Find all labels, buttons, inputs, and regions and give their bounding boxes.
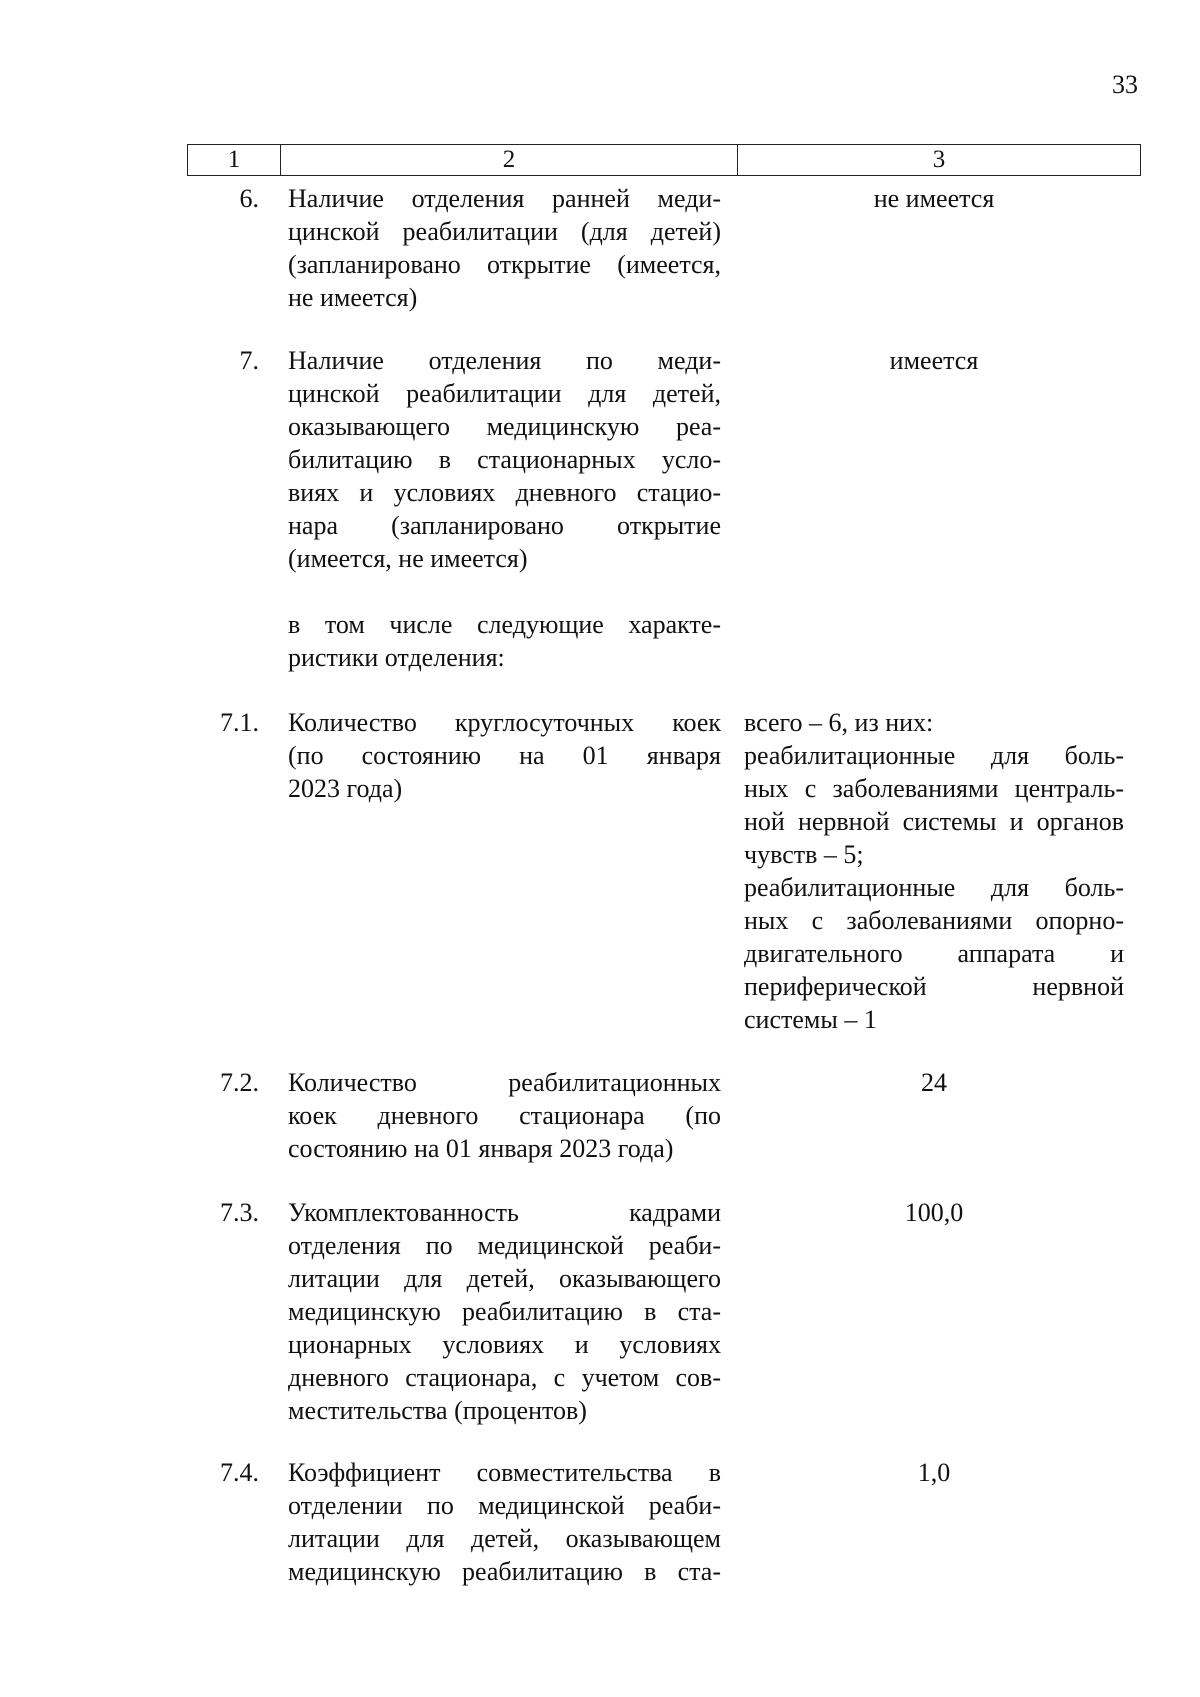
description-line: 2023 года) (288, 774, 403, 803)
description-line: медицинскую реабилитацию в ста- (288, 1297, 721, 1326)
description-line: Количество круглосуточных коек (288, 708, 721, 737)
row-value: имеется (889, 346, 979, 375)
description-line: ционарных условиях и условиях (288, 1330, 721, 1359)
description-line: (по состоянию на 01 января (288, 741, 721, 770)
description-line: дневного стационара, с учетом сов- (288, 1363, 721, 1392)
description-line: Укомплектованность кадрами (288, 1198, 721, 1227)
row-description (288, 1066, 721, 1165)
value-line: ной нервной системы и органов (744, 807, 1124, 836)
description-line: цинской реабилитации для детей, (288, 379, 721, 408)
column-header-2: 2 (281, 145, 738, 176)
description-line: медицинскую реабилитацию в ста- (288, 1557, 721, 1586)
description-line: коек дневного стационара (по (288, 1101, 721, 1130)
value-line: реабилитационные для боль- (744, 741, 1124, 770)
row-value (744, 706, 1124, 1036)
description-line: Количество реабилитационных (288, 1068, 721, 1097)
column-header-3: 3 (738, 145, 1141, 176)
description-line: не имеется) (288, 283, 418, 312)
row-subheading (288, 608, 721, 674)
value-line: чувств – 5; (744, 840, 864, 869)
row-number: 7.4. (220, 1458, 259, 1487)
row-number: 7.3. (220, 1198, 259, 1227)
row-description (288, 706, 721, 805)
value-line: ных с заболеваниями централь- (744, 774, 1124, 803)
row-number: 7.1. (220, 708, 259, 737)
value-line: периферической нервной (744, 972, 1124, 1001)
description-line: виях и условиях дневного стацио- (288, 478, 721, 507)
description-line: (запланировано открытие (имеется, (288, 250, 721, 279)
row-description (288, 1456, 721, 1588)
row-value: не имеется (873, 184, 995, 213)
row-description (288, 182, 721, 314)
description-line: местительства (процентов) (288, 1396, 587, 1425)
description-line: оказывающего медицинскую реа- (288, 412, 721, 441)
row-number: 6. (239, 184, 259, 213)
subheading-line: в том числе следующие характе- (288, 610, 721, 639)
row-description (288, 1196, 721, 1427)
description-line: отделения по медицинской реаби- (288, 1231, 721, 1260)
row-description (288, 344, 721, 575)
page-number: 33 (1112, 70, 1138, 99)
value-line: реабилитационные для боль- (744, 873, 1124, 902)
description-line: литации для детей, оказывающего (288, 1264, 721, 1293)
subheading-line: ристики отделения: (288, 643, 505, 672)
row-number: 7. (239, 346, 259, 375)
row-number: 7.2. (220, 1068, 259, 1097)
description-line: билитацию в стационарных усло- (288, 445, 721, 474)
column-header-row (188, 145, 1141, 176)
description-line: отделении по медицинской реаби- (288, 1491, 721, 1520)
description-line: цинской реабилитации (для детей) (288, 217, 721, 246)
description-line: (имеется, не имеется) (288, 544, 528, 573)
value-line: системы – 1 (744, 1005, 877, 1034)
value-line: ных с заболеваниями опорно- (744, 906, 1124, 935)
description-line: состоянию на 01 января 2023 года) (288, 1134, 674, 1163)
description-line: нара (запланировано открытие (288, 511, 721, 540)
description-line: литации для детей, оказывающем (288, 1524, 721, 1553)
column-header-table (187, 144, 1141, 176)
description-line: Наличие отделения по меди- (288, 346, 721, 375)
value-line: двигательного аппарата и (744, 939, 1124, 968)
value-line: всего – 6, из них: (744, 708, 934, 737)
description-line: Коэффициент совместительства в (288, 1458, 721, 1487)
column-header-1: 1 (188, 145, 281, 176)
row-value: 1,0 (917, 1458, 951, 1487)
description-line: Наличие отделения ранней меди- (288, 184, 721, 213)
row-value: 100,0 (904, 1198, 964, 1227)
row-value: 24 (921, 1068, 947, 1097)
